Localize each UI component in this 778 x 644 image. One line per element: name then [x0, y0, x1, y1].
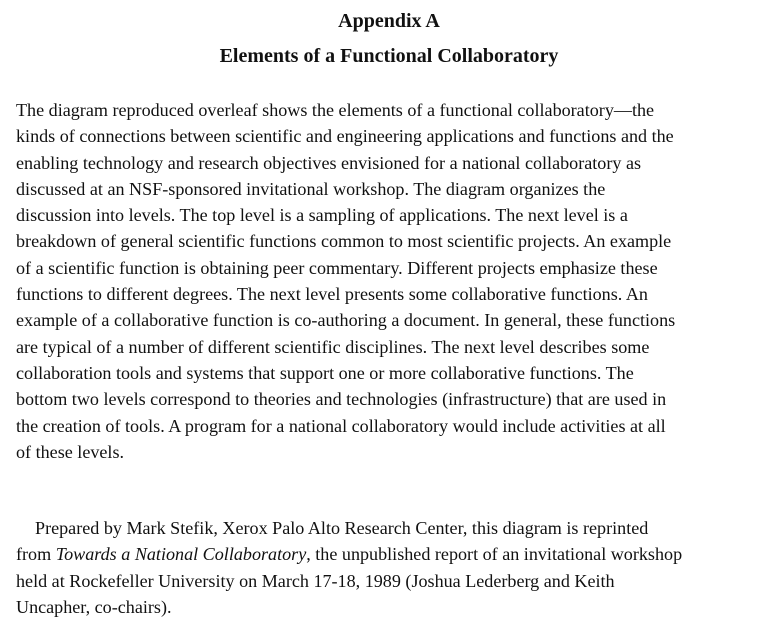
paragraph-line: collaboration tools and systems that support one or more collaborative functions. The — [16, 362, 634, 383]
credits-text: from — [16, 544, 56, 565]
paragraph-line: are typical of a number of different scientific disciplines. The next level describes some — [16, 336, 650, 357]
credits-text: , the unpublished report of an invitational workshop — [306, 544, 683, 565]
paragraph-line: bottom two levels correspond to theories and technologies (infrastructure) that are used in — [16, 389, 667, 410]
paragraph-line: of these levels. — [16, 441, 125, 462]
report-title: Towards a National Collaboratory — [55, 544, 307, 565]
paragraph-line: discussion into levels. The top level is a sampling of applications. The next level is a — [16, 205, 628, 226]
credits-line — [16, 541, 768, 567]
paragraph-line: The diagram reproduced overleaf shows the elements of a functional collaboratory—the — [16, 100, 655, 120]
appendix-title: Elements of a Functional Collaboratory — [219, 45, 559, 67]
paragraph-line: the creation of tools. A program for a national collaboratory would include activities at all — [16, 415, 666, 436]
credits-paragraph — [16, 515, 768, 620]
description-paragraph — [16, 97, 768, 465]
paragraph-line: kinds of connections between scientific and engineering applications and functions and the — [16, 126, 674, 147]
paragraph-line: of a scientific function is obtaining peer commentary. Different projects emphasize these — [16, 257, 658, 278]
credits-line: Prepared by Mark Stefik, Xerox Palo Alto Research Center, this diagram is reprinted — [35, 518, 649, 538]
credits-line: Uncapher, co-chairs). — [16, 596, 172, 617]
appendix-label: Appendix A — [338, 10, 440, 32]
paragraph-line: enabling technology and research objectives envisioned for a national collaboratory as — [16, 152, 642, 173]
paragraph-line: functions to different degrees. The next level presents some collaborative functions. An — [16, 284, 648, 305]
paragraph-line: discussed at an NSF-sponsored invitational workshop. The diagram organizes the — [16, 178, 606, 199]
credits-line: held at Rockefeller University on March 17-18, 1989 (Joshua Lederberg and Keith — [16, 570, 615, 591]
paragraph-line: example of a collaborative function is co-authoring a document. In general, these functions — [16, 310, 676, 331]
paragraph-line: breakdown of general scientific functions common to most scientific projects. An example — [16, 231, 672, 252]
